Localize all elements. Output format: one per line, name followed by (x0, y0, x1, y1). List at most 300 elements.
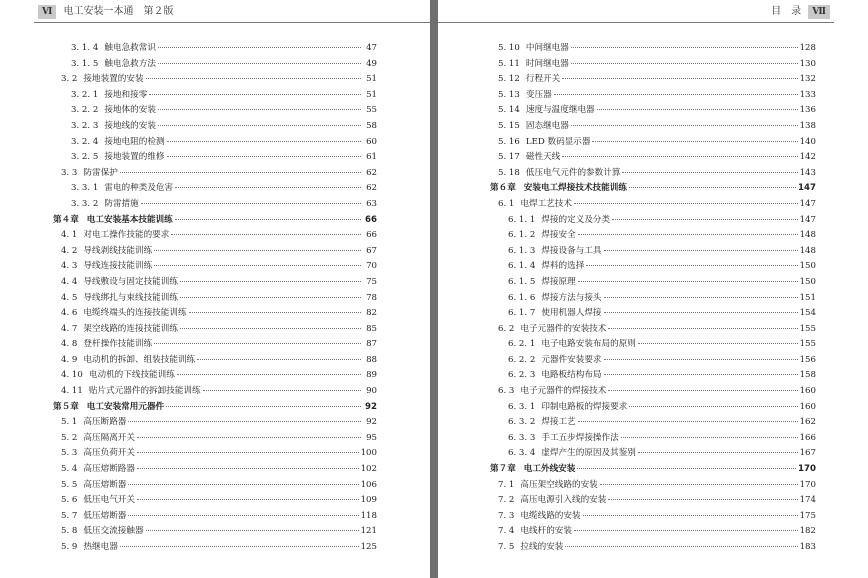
leader-dots (189, 312, 361, 313)
page-number: 142 (799, 152, 816, 163)
entry-number: 5. 9 (61, 542, 78, 552)
entry-title: 导线连接技能训练 (83, 261, 153, 272)
entry-title: 低压电气元件的参数计算 (525, 167, 621, 178)
page-number: 66 (365, 214, 377, 225)
leader-dots (621, 437, 798, 438)
header-rule (34, 22, 430, 23)
entry-number: 5. 18 (498, 167, 520, 178)
toc-entry (490, 228, 816, 244)
toc-entry (490, 72, 816, 88)
toc-entry (53, 41, 377, 57)
toc-entry (53, 88, 377, 104)
leader-dots (175, 219, 361, 220)
entry-title: 安装电工焊接技术技能训练 (523, 183, 627, 194)
leader-dots (203, 390, 361, 391)
page-number: 102 (360, 464, 377, 475)
page-number: 66 (366, 230, 377, 241)
entry-title: 高压熔断路器 (83, 464, 135, 475)
leader-dots (166, 406, 361, 407)
entry-number: 4. 9 (61, 354, 78, 365)
entry-title: 电工外线安装 (523, 464, 576, 475)
entry-number: 5. 14 (498, 105, 520, 116)
entry-title: 电路板结构布局 (541, 370, 602, 381)
entry-number: 4. 2 (61, 245, 78, 256)
page-number: 150 (799, 276, 816, 287)
page-number: 85 (366, 323, 377, 334)
book-title: 电工安装一本通 第２版 (63, 6, 174, 17)
entry-title: 导线剥线技能训练 (83, 245, 153, 256)
leader-dots (629, 406, 797, 407)
right-page (438, 0, 868, 578)
entry-title: 接地体的安装 (104, 105, 156, 116)
entry-number: 3. 3. 1 (71, 183, 99, 194)
entry-title: 热继电器 (83, 542, 118, 552)
page-number: 75 (366, 276, 377, 287)
page-number: 61 (366, 152, 377, 163)
entry-title: 架空线路的连接技能训练 (83, 323, 178, 334)
entry-title: 焊接工艺 (541, 417, 576, 428)
page-number: 170 (799, 479, 816, 490)
toc-entry (490, 478, 816, 494)
toc-list (490, 41, 816, 556)
toc-entry (490, 337, 816, 353)
header-rule (438, 22, 834, 23)
entry-number: 6. 1. 6 (508, 292, 536, 303)
toc-entry (53, 493, 377, 509)
toc-entry (53, 135, 377, 151)
leader-dots (137, 437, 361, 438)
toc-entry (53, 57, 377, 73)
entry-title: 拉线的安装 (520, 542, 564, 552)
page-number: 147 (798, 183, 816, 194)
entry-title: 接地和接零 (104, 89, 148, 100)
leader-dots (128, 515, 358, 516)
page-number: 125 (360, 542, 377, 552)
toc-entry (490, 400, 816, 416)
page-number: 174 (799, 495, 816, 506)
leader-dots (571, 47, 798, 48)
folio: Ⅶ (808, 5, 830, 19)
entry-title: 印制电路板的焊接要求 (541, 401, 628, 412)
leader-dots (158, 63, 361, 64)
entry-title: 高压架空线路的安装 (520, 479, 598, 490)
toc-entry (490, 384, 816, 400)
toc-entry (53, 509, 377, 525)
toc-chapter (490, 462, 816, 478)
page-number: 106 (360, 479, 377, 490)
leader-dots (137, 468, 359, 469)
entry-number: 4. 4 (61, 276, 78, 287)
entry-number: 5. 8 (61, 526, 78, 537)
entry-title: 防雷措施 (104, 198, 139, 209)
page-number: 147 (799, 214, 816, 225)
entry-title: 电工安装常用元器件 (86, 401, 165, 412)
entry-number: 3. 2. 4 (71, 136, 99, 147)
leader-dots (578, 421, 798, 422)
toc-entry (53, 166, 377, 182)
entry-number: 6. 3. 3 (508, 432, 536, 443)
leader-dots (583, 515, 798, 516)
section-title: 目 录 (771, 6, 802, 17)
page-number: 92 (365, 401, 377, 412)
toc-entry (53, 103, 377, 119)
leader-dots (180, 328, 361, 329)
page-number: 143 (799, 167, 816, 178)
page-number: 63 (366, 198, 377, 209)
entry-number: 7. 5 (498, 542, 515, 552)
page-number: 140 (799, 136, 816, 147)
page-header (34, 4, 174, 20)
page-number: 147 (799, 198, 816, 209)
leader-dots (604, 359, 798, 360)
page-number: 136 (799, 105, 816, 116)
page-number: 70 (366, 261, 377, 272)
page-number: 156 (799, 354, 816, 365)
entry-number: 3. 3. 2 (71, 198, 99, 209)
entry-title: 固态继电器 (525, 120, 569, 131)
leader-dots (146, 78, 361, 79)
leader-dots (608, 499, 797, 500)
toc-entry (53, 259, 377, 275)
entry-title: 焊接安全 (541, 230, 576, 241)
toc-entry (53, 72, 377, 88)
toc-entry (53, 415, 377, 431)
entry-number: 5. 13 (498, 89, 520, 100)
leader-dots (180, 297, 361, 298)
leader-dots (137, 499, 359, 500)
toc-entry (490, 41, 816, 57)
entry-number: 4. 8 (61, 339, 78, 350)
page-number: 67 (366, 245, 377, 256)
entry-number: 4. 5 (61, 292, 78, 303)
page-number: 160 (799, 401, 816, 412)
entry-title: 电缆线路的安装 (520, 510, 581, 521)
leader-dots (197, 359, 361, 360)
entry-title: 焊接原理 (541, 276, 576, 287)
left-page (0, 0, 430, 578)
entry-number: 第６章 (490, 183, 516, 194)
entry-number: 5. 16 (498, 136, 520, 147)
toc-entry (490, 166, 816, 182)
entry-number: 6. 1. 4 (508, 261, 536, 272)
page-number: 51 (366, 74, 377, 85)
toc-list (53, 41, 377, 556)
entry-number: 6. 1. 7 (508, 308, 536, 319)
page-number: 151 (799, 292, 816, 303)
entry-number: 6. 2. 2 (508, 354, 536, 365)
entry-number: 5. 2 (61, 432, 78, 443)
entry-title: 接地线的安装 (104, 120, 156, 131)
entry-title: 接地电阻的检测 (104, 136, 165, 147)
entry-number: 7. 1 (498, 479, 515, 490)
leader-dots (578, 281, 798, 282)
page-number: 90 (366, 386, 377, 397)
page-number: 55 (366, 105, 377, 116)
leader-dots (586, 265, 797, 266)
entry-title: 电子电路安装布局的原则 (541, 339, 636, 350)
toc-entry (53, 353, 377, 369)
entry-number: 6. 1. 5 (508, 276, 536, 287)
page-number: 138 (799, 120, 816, 131)
leader-dots (577, 468, 796, 469)
entry-number: 6. 1. 3 (508, 245, 536, 256)
page-header (771, 4, 834, 20)
entry-number: 3. 2. 1 (71, 89, 99, 100)
entry-number: 第７章 (490, 464, 516, 475)
leader-dots (571, 125, 798, 126)
entry-number: 4. 10 (61, 370, 83, 381)
toc-entry (490, 135, 816, 151)
page-number: 160 (799, 386, 816, 397)
entry-title: 雷电的种类及危害 (104, 183, 174, 194)
entry-title: 贴片式元器件的拆卸技能训练 (88, 386, 201, 397)
leader-dots (638, 452, 798, 453)
entry-title: 导线敷设与固定技能训练 (83, 276, 178, 287)
entry-number: 5. 7 (61, 510, 78, 521)
toc-chapter (53, 400, 377, 416)
leader-dots (146, 530, 359, 531)
entry-number: 6. 2 (498, 323, 515, 334)
page-number: 150 (799, 261, 816, 272)
entry-number: 5. 5 (61, 479, 78, 490)
leader-dots (180, 281, 361, 282)
toc-entry (490, 103, 816, 119)
leader-dots (604, 250, 798, 251)
entry-title: 对电工操作技能的要求 (83, 230, 170, 241)
toc-entry (490, 57, 816, 73)
entry-title: 焊接方法与接头 (541, 292, 602, 303)
entry-title: 电动机的下线技能训练 (88, 370, 175, 381)
entry-number: 7. 3 (498, 510, 515, 521)
page-number: 170 (798, 464, 816, 475)
entry-title: 接地装置的安装 (83, 74, 144, 85)
toc-entry (490, 150, 816, 166)
entry-title: 电工安装基本技能训练 (86, 214, 173, 225)
toc-entry (53, 478, 377, 494)
leader-dots (158, 47, 361, 48)
entry-title: 元器件安装要求 (541, 354, 602, 365)
entry-number: 6. 1 (498, 198, 515, 209)
entry-title: 焊料的选择 (541, 261, 585, 272)
page-number: 89 (366, 370, 377, 381)
page-number: 148 (799, 230, 816, 241)
toc-entry (53, 291, 377, 307)
leader-dots (597, 109, 798, 110)
entry-title: 导线绑扎与束线技能训练 (83, 292, 178, 303)
entry-title: 焊接的定义及分类 (541, 214, 611, 225)
page-number: 133 (799, 89, 816, 100)
toc-entry (490, 540, 816, 556)
toc-entry (53, 524, 377, 540)
page-number: 49 (366, 58, 377, 69)
leader-dots (612, 219, 797, 220)
page-number: 78 (366, 292, 377, 303)
toc-entry (490, 275, 816, 291)
page-number: 155 (799, 323, 816, 334)
page-gutter (430, 0, 438, 578)
folio: Ⅵ (38, 5, 56, 19)
entry-number: 5. 17 (498, 152, 520, 163)
toc-chapter (53, 213, 377, 229)
entry-title: 电焊工艺技术 (520, 198, 572, 209)
leader-dots (177, 374, 361, 375)
page-number: 155 (799, 339, 816, 350)
toc-entry (490, 509, 816, 525)
leader-dots (571, 63, 798, 64)
entry-number: 6. 2. 1 (508, 339, 536, 350)
leader-dots (562, 156, 797, 157)
leader-dots (604, 312, 798, 313)
leader-dots (608, 328, 797, 329)
page-number: 87 (366, 339, 377, 350)
entry-number: 3. 3 (61, 167, 78, 178)
entry-number: 5. 4 (61, 464, 78, 475)
entry-title: 触电急救常识 (104, 43, 156, 53)
toc-entry (490, 197, 816, 213)
entry-title: 行程开关 (525, 74, 561, 85)
toc-entry (490, 368, 816, 384)
leader-dots (565, 546, 797, 547)
toc-entry (53, 244, 377, 260)
page-number: 128 (799, 43, 816, 53)
entry-title: 中间继电器 (525, 43, 569, 53)
entry-title: 高压断路器 (83, 417, 127, 428)
entry-title: 磁性天线 (525, 152, 561, 163)
page-number: 88 (366, 354, 377, 365)
toc-entry (53, 322, 377, 338)
entry-number: 3. 2. 3 (71, 120, 99, 131)
toc-chapter (490, 181, 816, 197)
toc-entry (490, 415, 816, 431)
leader-dots (149, 94, 361, 95)
toc-entry (53, 228, 377, 244)
entry-number: 第４章 (53, 214, 79, 225)
page-number: 62 (366, 183, 377, 194)
entry-title: 电子元器件的安装技术 (520, 323, 607, 334)
toc-entry (490, 431, 816, 447)
toc-entry (53, 540, 377, 556)
entry-title: 低压交流接触器 (83, 526, 144, 537)
page-number: 109 (360, 495, 377, 506)
leader-dots (554, 94, 798, 95)
entry-number: 7. 4 (498, 526, 515, 537)
leader-dots (167, 156, 361, 157)
page-number: 51 (366, 89, 377, 100)
leader-dots (120, 546, 359, 547)
entry-title: 高压电源引入线的安装 (520, 495, 607, 506)
leader-dots (167, 141, 361, 142)
entry-title: 高压熔断器 (83, 479, 127, 490)
entry-number: 6. 1. 1 (508, 214, 536, 225)
entry-number: 第５章 (53, 401, 79, 412)
entry-number: 5. 3 (61, 448, 78, 459)
leader-dots (120, 172, 361, 173)
entry-title: 电动机的拆卸、组装技能训练 (83, 354, 196, 365)
entry-title: 电缆终端头的连接技能训练 (83, 308, 187, 319)
leader-dots (128, 421, 361, 422)
page-number: 60 (366, 136, 377, 147)
page-number: 92 (366, 417, 377, 428)
toc-entry (490, 88, 816, 104)
entry-number: 4. 6 (61, 308, 78, 319)
leader-dots (604, 374, 798, 375)
entry-number: 6. 3. 4 (508, 448, 536, 459)
page-number: 47 (366, 43, 377, 53)
toc-entry (53, 431, 377, 447)
leader-dots (578, 234, 798, 235)
leader-dots (562, 78, 797, 79)
page-number: 130 (799, 58, 816, 69)
toc-entry (53, 368, 377, 384)
leader-dots (608, 390, 797, 391)
page-number: 182 (799, 526, 816, 537)
entry-title: 电子元器件的焊接技术 (520, 386, 607, 397)
page-number: 175 (799, 510, 816, 521)
entry-number: 3. 2. 2 (71, 105, 99, 116)
leader-dots (574, 203, 798, 204)
leader-dots (128, 484, 358, 485)
toc-entry (53, 119, 377, 135)
entry-number: 3. 1. 4 (71, 43, 99, 53)
leader-dots (154, 343, 361, 344)
entry-title: 接地装置的维修 (104, 152, 165, 163)
entry-number: 4. 7 (61, 323, 78, 334)
entry-number: 5. 15 (498, 120, 520, 131)
page-number: 166 (799, 432, 816, 443)
leader-dots (592, 141, 797, 142)
entry-title: 高压隔离开关 (83, 432, 135, 443)
toc-entry (53, 306, 377, 322)
toc-entry (490, 493, 816, 509)
page-number: 183 (799, 542, 816, 552)
page-number: 58 (366, 120, 377, 131)
page-number: 121 (360, 526, 377, 537)
page-number: 154 (799, 308, 816, 319)
entry-title: 使用机器人焊接 (541, 308, 602, 319)
entry-title: 虚焊产生的原因及其鉴别 (541, 448, 636, 459)
entry-number: 3. 2. 5 (71, 152, 99, 163)
toc-entry (490, 524, 816, 540)
leader-dots (175, 187, 361, 188)
entry-title: 登杆操作技能训练 (83, 339, 153, 350)
entry-number: 6. 3 (498, 386, 515, 397)
toc-entry (53, 337, 377, 353)
entry-number: 6. 1. 2 (508, 230, 536, 241)
entry-title: 电线杆的安装 (520, 526, 572, 537)
entry-title: 焊接设备与工具 (541, 245, 602, 256)
toc-entry (490, 291, 816, 307)
entry-number: 3. 1. 5 (71, 58, 99, 69)
entry-title: 防雷保护 (83, 167, 118, 178)
entry-title: 高压负荷开关 (83, 448, 135, 459)
leader-dots (137, 452, 359, 453)
entry-number: 4. 1 (61, 230, 78, 241)
page-number: 132 (799, 74, 816, 85)
toc-entry (53, 384, 377, 400)
page-number: 95 (366, 432, 377, 443)
leader-dots (600, 484, 798, 485)
toc-entry (490, 446, 816, 462)
entry-number: 5. 12 (498, 74, 520, 85)
toc-entry (53, 275, 377, 291)
entry-number: 6. 3. 1 (508, 401, 536, 412)
leader-dots (154, 265, 361, 266)
toc-entry (490, 259, 816, 275)
toc-entry (490, 244, 816, 260)
leader-dots (629, 187, 796, 188)
entry-number: 5. 6 (61, 495, 78, 506)
toc-entry (53, 197, 377, 213)
